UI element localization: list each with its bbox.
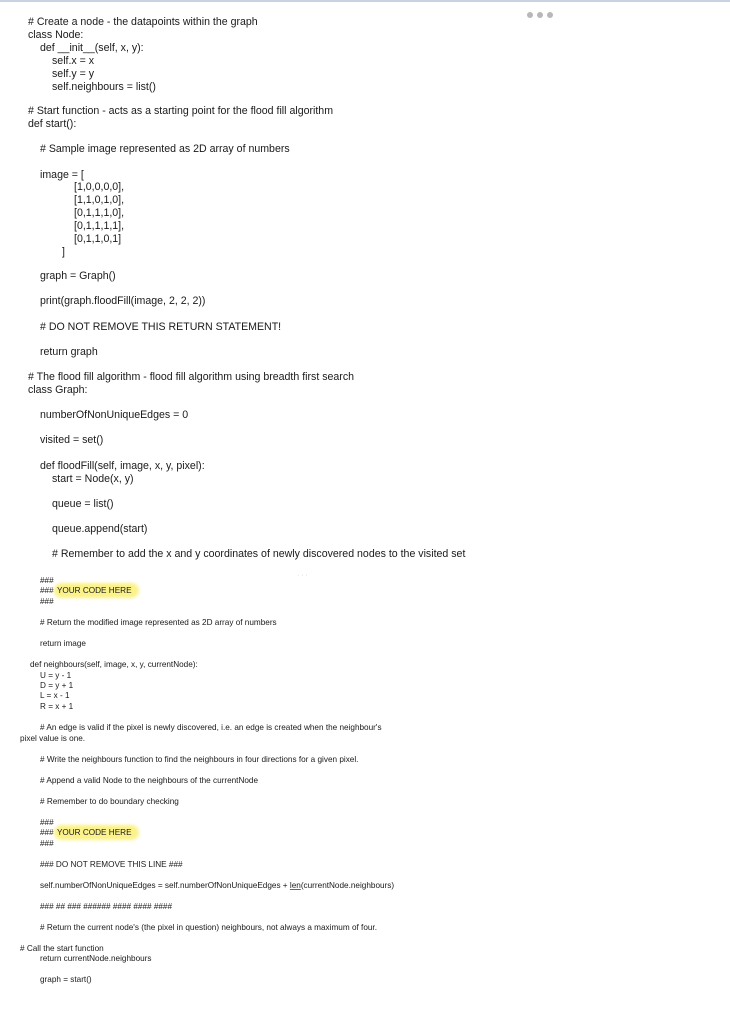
code-text: # Call the start function bbox=[20, 944, 104, 953]
code-line bbox=[40, 619, 277, 627]
code-text: [1,1,0,1,0], bbox=[74, 194, 125, 206]
code-text: ] bbox=[62, 246, 65, 258]
code-text: ### bbox=[40, 586, 56, 595]
code-text: L = x - 1 bbox=[40, 691, 70, 700]
code-text: ### bbox=[40, 576, 54, 585]
code-text: class Graph: bbox=[28, 384, 88, 396]
code-text: visited = set() bbox=[40, 434, 104, 446]
code-line bbox=[52, 474, 134, 485]
code-text: # The flood fill algorithm - flood fill algorithm using breadth first search bbox=[28, 371, 355, 383]
code-line bbox=[40, 798, 179, 806]
code-line bbox=[40, 882, 394, 890]
code-text: [0,1,1,0,1] bbox=[74, 233, 122, 245]
code-line bbox=[52, 82, 156, 93]
code-text: ### DO NOT REMOVE THIS LINE ### bbox=[40, 860, 183, 869]
code-line bbox=[40, 777, 258, 785]
code-text: ### bbox=[40, 828, 56, 837]
code-text: # Return the current node's (the pixel in question) neighbours, not always a maximum of four. bbox=[40, 923, 377, 932]
code-text: [0,1,1,1,0], bbox=[74, 207, 125, 219]
more-options-icon[interactable] bbox=[527, 12, 553, 18]
code-line bbox=[40, 703, 73, 711]
code-line bbox=[40, 410, 188, 421]
code-line bbox=[40, 840, 54, 848]
code-line bbox=[28, 106, 333, 117]
code-line bbox=[40, 587, 137, 595]
code-text: ### bbox=[40, 597, 54, 606]
code-text: R = x + 1 bbox=[40, 702, 74, 711]
code-text: print(graph.floodFill(image, 2, 2, 2)) bbox=[40, 295, 206, 307]
code-text: [0,1,1,1,1], bbox=[74, 220, 125, 232]
code-line bbox=[28, 385, 87, 396]
code-text: pixel value is one. bbox=[20, 734, 86, 743]
spellcheck-underlined-word: len bbox=[289, 881, 301, 890]
code-text: self.neighbours = list() bbox=[52, 81, 156, 93]
code-line bbox=[30, 661, 198, 669]
code-text-rest: (currentNode.neighbours) bbox=[300, 881, 395, 890]
code-text: return image bbox=[40, 639, 86, 648]
code-line bbox=[52, 524, 147, 535]
code-text: ### ## ### ###### #### #### #### bbox=[40, 902, 173, 911]
code-text: def __init__(self, x, y): bbox=[40, 42, 144, 54]
your-code-here-highlight: YOUR CODE HERE bbox=[56, 827, 137, 838]
code-line bbox=[20, 945, 104, 953]
code-line bbox=[40, 461, 205, 472]
code-line bbox=[40, 43, 144, 54]
code-text: D = y + 1 bbox=[40, 681, 74, 690]
code-text: start = Node(x, y) bbox=[52, 473, 134, 485]
top-border bbox=[0, 0, 730, 2]
dot-icon bbox=[527, 12, 533, 18]
code-line bbox=[40, 322, 281, 333]
code-line bbox=[40, 435, 103, 446]
code-line bbox=[40, 271, 116, 282]
code-text: U = y - 1 bbox=[40, 671, 72, 680]
code-line bbox=[52, 69, 94, 80]
code-line bbox=[40, 598, 54, 606]
code-line bbox=[40, 144, 290, 155]
code-line bbox=[40, 640, 86, 648]
your-code-here-highlight: YOUR CODE HERE bbox=[56, 585, 137, 596]
code-text: self.numberOfNonUniqueEdges = self.numberOfNonUniqueEdges + bbox=[40, 881, 290, 890]
dot-icon bbox=[537, 12, 543, 18]
code-text: def neighbours(self, image, x, y, currentNode): bbox=[30, 660, 198, 669]
faint-dots-mark: · · · bbox=[297, 572, 308, 579]
code-line bbox=[40, 170, 84, 181]
code-line bbox=[62, 247, 65, 258]
code-text: # Create a node - the datapoints within the graph bbox=[28, 16, 258, 28]
code-line bbox=[40, 924, 377, 932]
code-text: # Sample image represented as 2D array of numbers bbox=[40, 143, 290, 155]
code-line bbox=[52, 499, 114, 510]
code-text: image = [ bbox=[40, 169, 84, 181]
code-line bbox=[40, 692, 70, 700]
code-text: numberOfNonUniqueEdges = 0 bbox=[40, 409, 189, 421]
code-line bbox=[40, 903, 172, 911]
code-line bbox=[74, 195, 124, 206]
code-line bbox=[40, 672, 71, 680]
code-line bbox=[20, 735, 85, 743]
code-text: graph = start() bbox=[40, 975, 92, 984]
code-text: self.x = x bbox=[52, 55, 95, 67]
code-text: graph = Graph() bbox=[40, 270, 116, 282]
code-text: # An edge is valid if the pixel is newly discovered, i.e. an edge is created when the neighbour's bbox=[40, 723, 382, 732]
code-text: # Remember to do boundary checking bbox=[40, 797, 179, 806]
code-text: # DO NOT REMOVE THIS RETURN STATEMENT! bbox=[40, 321, 282, 333]
code-text: # Write the neighbours function to find the neighbours in four directions for a given pixel. bbox=[40, 755, 359, 764]
code-line bbox=[40, 577, 54, 585]
code-text: class Node: bbox=[28, 29, 84, 41]
code-line bbox=[74, 182, 124, 193]
code-line bbox=[40, 829, 137, 837]
code-line bbox=[40, 724, 382, 732]
code-line bbox=[40, 955, 152, 963]
code-text: queue = list() bbox=[52, 498, 114, 510]
code-text: self.y = y bbox=[52, 68, 95, 80]
code-text: return currentNode.neighbours bbox=[40, 954, 152, 963]
code-text: # Remember to add the x and y coordinates of newly discovered nodes to the visited set bbox=[52, 548, 466, 560]
code-line bbox=[40, 976, 92, 984]
code-line bbox=[28, 372, 354, 383]
code-text: ### bbox=[40, 818, 54, 827]
code-text: queue.append(start) bbox=[52, 523, 148, 535]
code-line bbox=[40, 347, 98, 358]
code-text: # Return the modified image represented as 2D array of numbers bbox=[40, 618, 277, 627]
code-line bbox=[40, 296, 205, 307]
code-text: return graph bbox=[40, 346, 98, 358]
code-line bbox=[40, 819, 54, 827]
code-line bbox=[52, 56, 94, 67]
code-text: def floodFill(self, image, x, y, pixel): bbox=[40, 460, 205, 472]
code-line bbox=[28, 119, 76, 130]
dot-icon bbox=[547, 12, 553, 18]
code-line bbox=[40, 756, 358, 764]
code-text: [1,0,0,0,0], bbox=[74, 181, 125, 193]
code-line bbox=[40, 861, 183, 869]
code-line bbox=[74, 234, 121, 245]
code-line bbox=[74, 221, 124, 232]
code-text: def start(): bbox=[28, 118, 77, 130]
code-text: # Append a valid Node to the neighbours of the currentNode bbox=[40, 776, 259, 785]
code-line bbox=[28, 30, 83, 41]
code-text: ### bbox=[40, 839, 54, 848]
code-line bbox=[74, 208, 124, 219]
code-line bbox=[28, 17, 258, 28]
code-line bbox=[40, 682, 73, 690]
code-text: # Start function - acts as a starting point for the flood fill algorithm bbox=[28, 105, 334, 117]
code-line bbox=[52, 549, 465, 560]
